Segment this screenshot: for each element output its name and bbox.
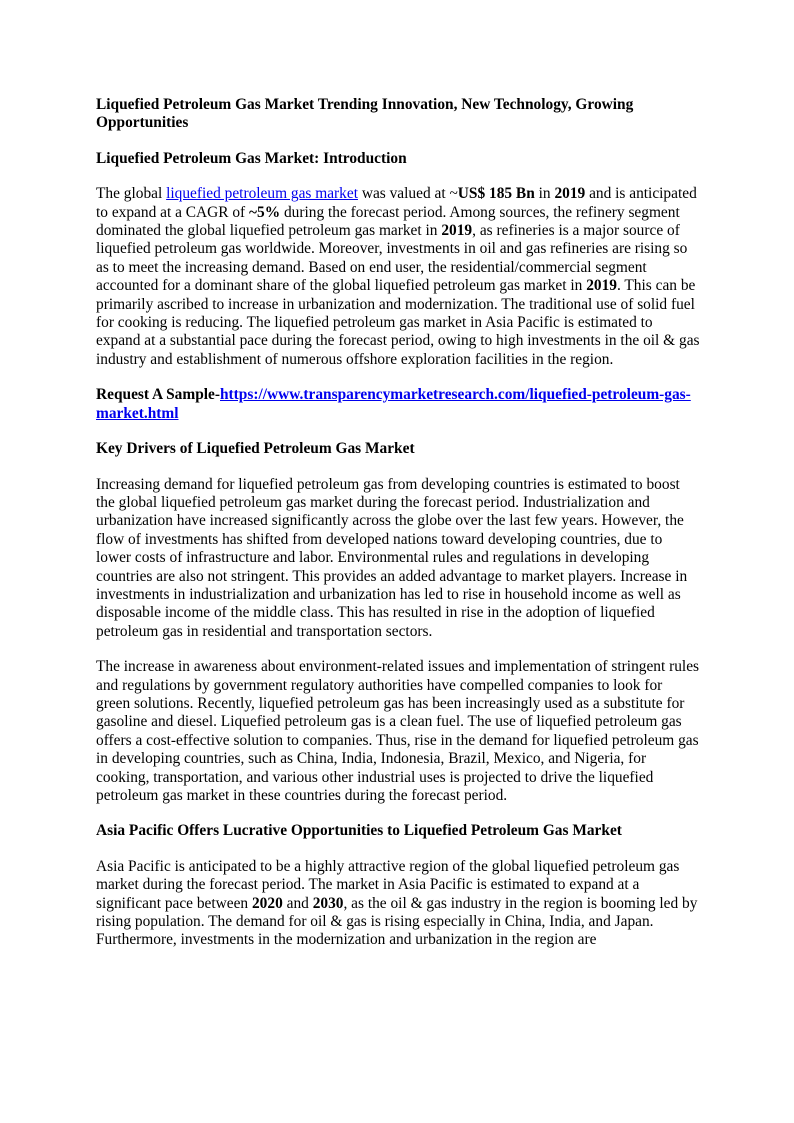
apac-paragraph: Asia Pacific is anticipated to be a highly attractive region of the global liquefied petroleum gas market during the forecast period. The market in Asia Pacific is estimated to expand at a significant pace between 2020 and 2030, as the oil & gas industry in the region is booming led by rising population. The demand for oil & gas is rising especially in China, India, and Japan. Furthermore, investments in the modernization and urbanization in the region are xyxy=(96,857,698,949)
intro-heading: Liquefied Petroleum Gas Market: Introduction xyxy=(96,149,407,167)
apac-heading: Asia Pacific Offers Lucrative Opportunities to Liquefied Petroleum Gas Market xyxy=(96,822,622,840)
request-sample-label: Request A Sample- xyxy=(96,386,220,404)
drivers-heading: Key Drivers of Liquefied Petroleum Gas Market xyxy=(96,440,415,458)
drivers-paragraph-1: Increasing demand for liquefied petroleum gas from developing countries is estimated to boost the global liquefied petroleum gas market during the forecast period. Industrialization and urbanization have increased significantly across the globe over the last few years. However, the flow of investments has shifted from developed nations toward developing countries, due to lower costs of infrastructure and labor. Environmental rules and regulations in developing countries are also not stringent. This provides an added advantage to market players. Increase in investments in industrialization and urbanization has led to rise in household income as well as disposable income of the middle class. This has resulted in rise in the adoption of liquefied petroleum gas in residential and transportation sectors. xyxy=(96,475,688,640)
drivers-paragraph-2: The increase in awareness about environment-related issues and implementation of stringent rules and regulations by government regulatory authorities have compelled companies to look for green solutions. Recently, liquefied petroleum gas has been increasingly used as a substitute for gasoline and diesel. Liquefied petroleum gas is a clean fuel. The use of liquefied petroleum gas offers a cost-effective solution to companies. Thus, rise in the demand for liquefied petroleum gas in developing countries, such as China, India, Indonesia, Brazil, Mexico, and Nigeria, for cooking, transportation, and various other industrial uses is projected to drive the liquefied petroleum gas market in these countries during the forecast period. xyxy=(96,658,700,804)
request-sample xyxy=(96,386,700,423)
document-title: Liquefied Petroleum Gas Market Trending Innovation, New Technology, Growing Opportunities xyxy=(96,96,634,132)
intro-paragraph: The global liquefied petroleum gas market was valued at ~US$ 185 Bn in 2019 and is anticipated to expand at a CAGR of ~5% during the forecast period. Among sources, the refinery segment dominated the global liquefied petroleum gas market in 2019, as refineries is a major source of liquefied petroleum gas worldwide. Moreover, investments in oil and gas refineries are rising so as to meet the increasing demand. Based on end user, the residential/commercial segment accounted for a dominant share of the global liquefied petroleum gas market in 2019. This can be primarily ascribed to increase in urbanization and modernization. The traditional use of solid fuel for cooking is reducing. The liquefied petroleum gas market in Asia Pacific is estimated to expand at a substantial pace during the forecast period, owing to high investments in the oil & gas industry and establishment of numerous offshore exploration facilities in the region. xyxy=(96,185,700,368)
request-sample-link[interactable]: https://www.transparencymarketresearch.com/liquefied-petroleum-gas-market.html xyxy=(96,386,691,422)
market-link[interactable]: liquefied petroleum gas market xyxy=(166,185,358,203)
